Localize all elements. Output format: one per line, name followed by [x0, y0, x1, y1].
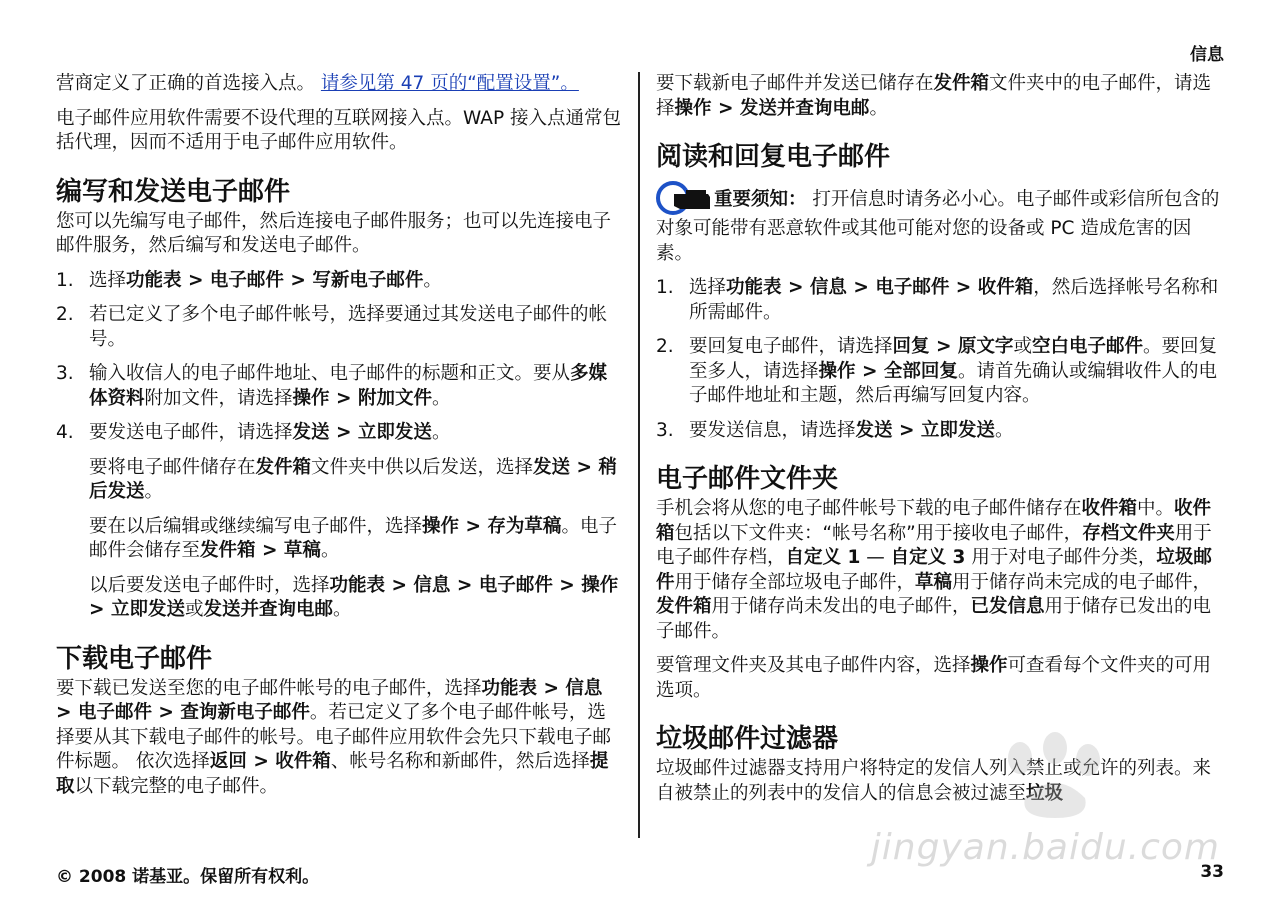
left-column [56, 72, 622, 809]
punctuation: 。 [431, 387, 451, 409]
download-paragraph [56, 677, 622, 800]
section-heading-spam-filter: 垃圾邮件过滤器 [656, 724, 839, 754]
list-item [56, 421, 622, 446]
menu-term: 电子邮件 [209, 269, 284, 291]
list-item [56, 362, 622, 411]
body-text: 、帐号名称和新邮件，然后选择 [330, 751, 590, 772]
separator: > [711, 97, 740, 119]
list-item [56, 303, 622, 352]
folders-manage-paragraph [656, 654, 1222, 703]
step-text: ，然后选择帐号名称和所需邮件。 [689, 277, 1219, 323]
menu-term: 原文字 [957, 336, 1014, 357]
separator: > [459, 515, 488, 537]
menu-term: 立即发送 [110, 599, 185, 620]
separator: > [855, 360, 884, 382]
separator: > [329, 422, 358, 443]
menu-term: 信息 [809, 277, 847, 298]
menu-term: 返回 [209, 751, 247, 772]
step-text: 或 [1013, 336, 1032, 357]
list-item [56, 269, 622, 294]
menu-term: 操作 [581, 574, 619, 596]
step-text: 要发送信息，请选择 [689, 419, 856, 441]
menu-term: 功能表 [726, 277, 782, 298]
compose-paragraph: 您可以先编写电子邮件，然后连接电子邮件服务；也可以先连接电子邮件服务，然后编写和发送电子邮件。 [56, 210, 612, 256]
list-number: 2. [56, 304, 74, 325]
menu-term: 垃圾邮件 [656, 547, 1212, 593]
step-text: 输入收信人的电子邮件地址、电子邮件的标题和正文。要从 [89, 363, 571, 384]
menu-term: 发送 [533, 456, 571, 478]
body-text: 用于储存尚未完成的电子邮件， [952, 571, 1212, 593]
step-text: 要将电子邮件储存在 [89, 456, 256, 478]
step-text: 附加文件，请选择 [144, 387, 293, 409]
menu-term: 电子邮件 [875, 277, 950, 298]
separator: > [929, 336, 958, 357]
separator: > [56, 702, 78, 723]
menu-term: 电子邮件 [478, 574, 553, 596]
menu-term: 操作 [422, 515, 460, 537]
menu-term: 附加文件 [357, 387, 432, 409]
notice-label: 重要须知： [714, 189, 807, 210]
menu-term: 立即发送 [357, 422, 432, 443]
separator: > [781, 277, 810, 298]
separator: > [255, 540, 284, 561]
separator: > [89, 599, 111, 620]
separator: > [846, 277, 876, 298]
separator: > [385, 574, 414, 596]
page-header-title: 信息 [1190, 45, 1224, 65]
menu-term: 多媒体资料 [89, 363, 608, 409]
menu-term: 空白电子邮件 [1031, 336, 1143, 357]
menu-term: 稍后发送 [89, 456, 617, 502]
list-number: 2. [656, 336, 674, 357]
menu-term: 垃圾 [1026, 782, 1064, 804]
menu-term: 发件箱 [200, 540, 256, 561]
sub-paragraph-save-outbox [56, 456, 622, 505]
step-text: 。要回复至多人，请选择 [689, 336, 1217, 382]
section-heading-read-reply: 阅读和回复电子邮件 [656, 142, 891, 172]
body-text: 。若已定义了多个电子邮件帐号，选择要从其下载电子邮件的帐号。电子邮件应用软件会先只下载电子邮件标题。 依次选择 [56, 702, 612, 772]
menu-term: 回复 [892, 336, 930, 357]
step-text: 。电子邮件会储存至 [89, 515, 617, 561]
right-column [656, 72, 1222, 816]
page-number: 33 [1200, 862, 1224, 882]
sub-paragraph-send-later [56, 574, 622, 623]
section-heading-compose: 编写和发送电子邮件 [56, 176, 291, 207]
menu-term: 草稿 [915, 571, 953, 593]
menu-term: 已发信息 [970, 596, 1045, 617]
body-text: 可查看每个文件夹的可用选项。 [656, 655, 1212, 701]
separator: > [949, 277, 978, 298]
compose-steps-list [56, 269, 622, 446]
menu-term: 写新电子邮件 [312, 269, 424, 291]
separator: > [181, 269, 210, 291]
body-text: 用于电子邮件存档， [656, 522, 1212, 568]
body-text: 用于储存已发出的电子邮件。 [656, 596, 1212, 642]
separator: > [537, 677, 566, 699]
step-text: 文件夹中供以后发送，选择 [311, 456, 534, 478]
list-number: 1. [656, 277, 674, 298]
step-text: 要在以后编辑或继续编写电子邮件，选择 [89, 515, 423, 537]
body-text: 用于储存尚未发出的电子邮件， [711, 596, 971, 617]
body-text: 以下载完整的电子邮件。 [74, 775, 279, 797]
menu-term: 查询新电子邮件 [180, 702, 310, 723]
body-text: 要下载已发送至您的电子邮件帐号的电子邮件，选择 [56, 677, 482, 699]
menu-term: 收件箱 [977, 277, 1034, 298]
read-steps-list [656, 276, 1222, 443]
menu-term: 全部回复 [883, 360, 958, 382]
menu-term: 功能表 [126, 269, 182, 291]
menu-term: 存档文件夹 [1082, 522, 1175, 544]
separator: > [892, 419, 921, 441]
menu-term: 电子邮件 [77, 702, 152, 723]
menu-term: 信息 [413, 574, 451, 596]
menu-term: 操作 [970, 655, 1008, 676]
body-text: 用于对电子邮件分类， [965, 547, 1157, 568]
menu-term: 自定义 3 [890, 547, 966, 568]
menu-term: 操作 [674, 97, 712, 119]
folders-paragraph [656, 497, 1222, 644]
list-number: 3. [56, 363, 74, 384]
spam-paragraph [656, 757, 1222, 806]
separator: > [151, 702, 181, 723]
body-text: 要下载新电子邮件并发送已储存在 [656, 73, 934, 94]
menu-term: 发送并查询电邮 [203, 599, 333, 620]
menu-term: 发件箱 [656, 596, 712, 617]
body-text: — [860, 547, 891, 568]
step-text: 选择 [89, 269, 127, 291]
step-text: 要发送电子邮件，请选择 [89, 422, 293, 443]
list-item [656, 335, 1222, 409]
watermark-text: jingyan.baidu.com [870, 827, 1220, 868]
punctuation: 。 [994, 419, 1014, 441]
menu-term: 信息 [565, 677, 603, 699]
menu-term: 自定义 1 [785, 547, 861, 568]
body-text: 中。 [1137, 498, 1175, 519]
menu-term: 操作 [818, 360, 856, 382]
list-number: 1. [56, 269, 74, 291]
menu-term: 立即发送 [920, 419, 995, 441]
punctuation: 。 [333, 599, 352, 620]
menu-term: 发送 [855, 419, 893, 441]
punctuation: 。 [144, 481, 164, 502]
list-number: 3. [656, 419, 674, 441]
menu-term: 操作 [292, 387, 330, 409]
menu-term: 发件箱 [255, 456, 312, 478]
punctuation: 。 [423, 269, 442, 291]
list-item [656, 276, 1222, 325]
step-text: 以后要发送电子邮件时，选择 [89, 574, 330, 596]
menu-term: 功能表 [481, 677, 538, 699]
menu-term: 发送并查询电邮 [739, 97, 870, 119]
separator: > [570, 456, 599, 478]
intro-text: 营商定义了正确的首选接入点。 [56, 73, 316, 94]
sub-paragraph-save-draft [56, 515, 622, 564]
separator: > [246, 751, 276, 772]
step-text: 选择 [689, 277, 727, 298]
important-notice [656, 179, 1222, 266]
menu-term: 发件箱 [933, 73, 990, 94]
warning-hand-icon [656, 179, 712, 217]
body-text: 文件夹中的电子邮件，请选择 [656, 73, 1212, 119]
intro-paragraph-1 [56, 72, 622, 97]
body-text: 包括以下文件夹：“帐号名称”用于接收电子邮件， [674, 522, 1083, 544]
footer-copyright: © 2008 诺基亚。保留所有权利。 [56, 867, 320, 887]
body-text: 垃圾邮件过滤器支持用户将特定的发信人列入禁止或允许的列表。来自被禁止的列表中的发信人的信息会被过滤至 [656, 758, 1212, 804]
punctuation: 。 [320, 540, 340, 561]
body-text: 要管理文件夹及其电子邮件内容，选择 [656, 655, 971, 676]
body-text: 手机会将从您的电子邮件帐号下载的电子邮件储存在 [656, 498, 1082, 519]
section-heading-folders: 电子邮件文件夹 [656, 464, 839, 494]
separator: > [283, 269, 313, 291]
list-item [656, 419, 1222, 444]
menu-term: 提取 [56, 751, 609, 797]
step-text: 若已定义了多个电子邮件帐号，选择要通过其发送电子邮件的帐号。 [89, 304, 608, 350]
download-send-paragraph [656, 72, 1222, 121]
menu-term: 收件箱 [275, 751, 331, 772]
list-number: 4. [56, 422, 74, 443]
intro-paragraph-2: 电子邮件应用软件需要不设代理的互联网接入点。WAP 接入点通常包括代理，因而不适用于电子邮件应用软件。 [56, 107, 621, 153]
body-text: 用于储存全部垃圾电子邮件， [674, 571, 916, 593]
separator: > [329, 387, 358, 409]
menu-term: 收件箱 [656, 498, 1212, 544]
separator: > [450, 574, 479, 596]
menu-term: 功能表 [329, 574, 386, 596]
menu-term: 收件箱 [1081, 498, 1138, 519]
step-text: 。请首先确认或编辑收件人的电子邮件地址和主题，然后再编写回复内容。 [689, 360, 1217, 406]
step-text: 要回复电子邮件，请选择 [689, 336, 893, 357]
separator: > [552, 574, 582, 596]
punctuation: 。 [869, 97, 888, 119]
config-settings-link[interactable]: 请参见第 47 页的“配置设置”。 [320, 73, 579, 94]
menu-term: 草稿 [283, 540, 321, 561]
punctuation: 。 [431, 422, 451, 443]
column-divider [638, 72, 640, 838]
section-heading-download: 下载电子邮件 [56, 643, 213, 674]
step-text: 或 [184, 599, 204, 620]
notice-text: 打开信息时请务必小心。电子邮件或彩信所包含的对象可能带有恶意软件或其他可能对您的设备或 PC 造成危害的因素。 [656, 189, 1220, 264]
menu-term: 存为草稿 [487, 515, 562, 537]
menu-term: 发送 [292, 422, 330, 443]
